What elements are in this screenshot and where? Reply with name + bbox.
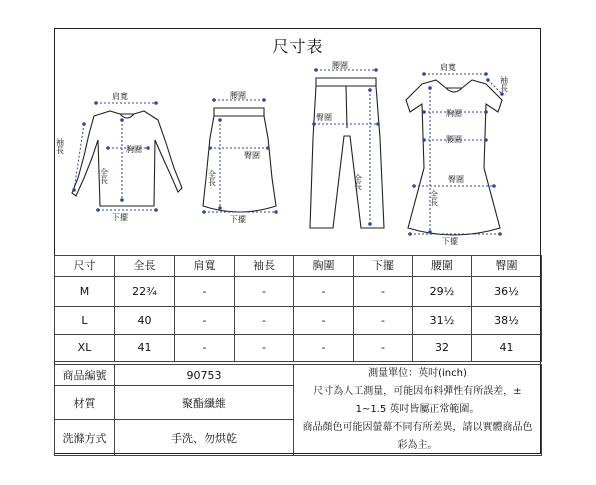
pants-hip-label: 臀圍 (316, 113, 332, 122)
dress-waist-label: 腰圍 (446, 135, 462, 144)
value-cell: - (294, 335, 354, 362)
skirt-hem-label: 下擺 (230, 215, 246, 224)
notes-cell (294, 365, 542, 456)
value-cell: 41 (115, 335, 175, 362)
dress-diagram (406, 80, 502, 235)
note-line: 尺寸為人工測量，可能因布料彈性有所誤差，± (313, 386, 522, 397)
dress-chest-label: 胸圍 (446, 109, 462, 118)
dress-hem-label: 下擺 (442, 237, 458, 246)
shirt-hem-label: 下擺 (112, 213, 128, 222)
size-table (54, 255, 542, 362)
wash-value: 手洗、勿烘乾 (115, 420, 294, 456)
chart-title: 尺寸表 (272, 37, 324, 56)
value-cell: - (175, 335, 235, 362)
dress-hip-label: 臀圍 (448, 175, 464, 184)
value-cell: - (235, 277, 294, 307)
shirt-chest-label: 胸圍 (126, 145, 142, 154)
note-line: 商品顏色可能因螢幕不同有所差異，請以實體商品色 (302, 422, 533, 433)
note-line: 1~1.5 英吋皆屬正常範圍。 (355, 404, 480, 415)
value-cell: 41 (472, 335, 542, 362)
skirt-diagram (203, 108, 276, 212)
wash-label: 洗滌方式 (55, 420, 115, 456)
unit-note: 測量單位：英吋(inch) (368, 368, 467, 379)
skirt-hip-label: 臀圍 (244, 151, 260, 160)
value-cell: - (294, 307, 354, 335)
value-cell: 36½ (472, 277, 542, 307)
pants-length-label: 全長 (353, 174, 363, 190)
value-cell: - (175, 277, 235, 307)
pants-diagram (310, 78, 384, 228)
header-cell: 胸圍 (294, 256, 354, 277)
value-cell: 38½ (472, 307, 542, 335)
pants-waist-label: 腰圍 (332, 61, 348, 70)
value-cell: 32 (413, 335, 472, 362)
value-cell: - (354, 277, 413, 307)
header-cell: 尺寸 (55, 256, 115, 277)
size-cell: XL (55, 335, 115, 362)
value-cell: - (235, 307, 294, 335)
header-cell: 肩寬 (175, 256, 235, 277)
note-line: 彩為主。 (397, 440, 438, 451)
size-cell: L (55, 307, 115, 335)
value-cell: - (235, 335, 294, 362)
garment-diagrams (54, 28, 541, 254)
skirt-length-label: 全長 (207, 170, 217, 186)
value-cell: - (175, 307, 235, 335)
shirt-diagram (72, 111, 182, 206)
skirt-waist-label: 腰圍 (230, 91, 246, 100)
table-row (55, 307, 542, 335)
product-code-value: 90753 (115, 365, 294, 386)
header-cell: 腰圍 (413, 256, 472, 277)
value-cell: 40 (115, 307, 175, 335)
product-info-table (54, 364, 542, 456)
value-cell: 22¾ (115, 277, 175, 307)
material-value: 聚酯纖維 (115, 386, 294, 420)
value-cell: - (354, 335, 413, 362)
dress-sleeve-label: 袖長 (499, 76, 509, 92)
value-cell: - (354, 307, 413, 335)
value-cell: - (294, 277, 354, 307)
table-row (55, 277, 542, 307)
header-cell: 臀圍 (472, 256, 542, 277)
header-cell: 下擺 (354, 256, 413, 277)
material-label: 材質 (55, 386, 115, 420)
shirt-shoulder-label: 肩寬 (112, 92, 128, 101)
value-cell: 29½ (413, 277, 472, 307)
shirt-length-label: 全長 (99, 168, 109, 184)
shirt-sleeve-label: 袖長 (55, 138, 65, 154)
value-cell: 31½ (413, 307, 472, 335)
size-cell: M (55, 277, 115, 307)
dress-length-label: 全長 (429, 190, 439, 206)
product-code-label: 商品編號 (55, 365, 115, 386)
size-table-header (55, 256, 542, 277)
table-row (55, 335, 542, 362)
dress-shoulder-label: 肩寬 (440, 63, 456, 72)
header-cell: 袖長 (235, 256, 294, 277)
header-cell: 全長 (115, 256, 175, 277)
